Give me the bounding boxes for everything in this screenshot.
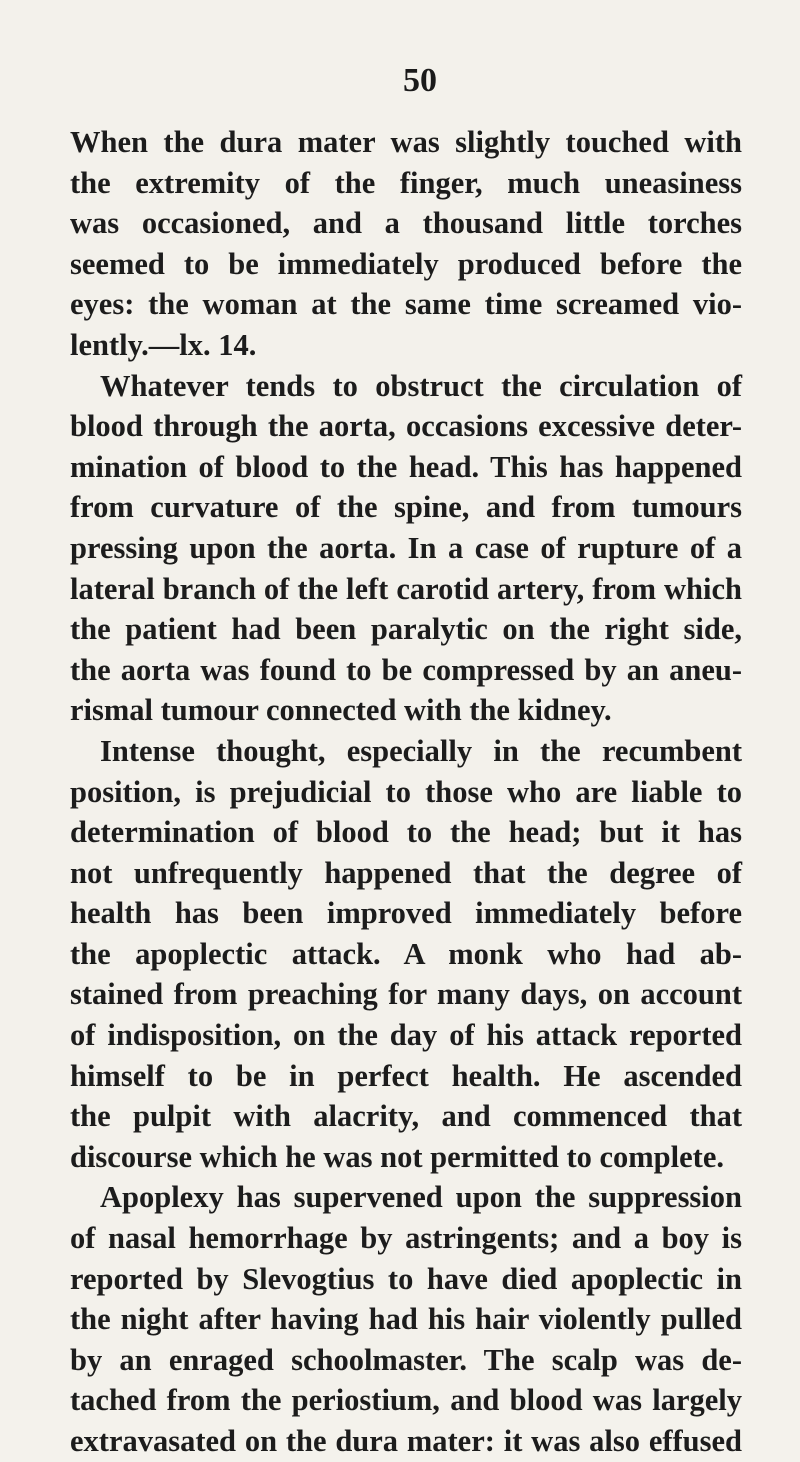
page-number: 50	[403, 62, 437, 99]
text-line: health has been improved immediately before	[70, 896, 742, 931]
text-line: of nasal hemorrhage by astringents; and a boy is	[70, 1221, 742, 1256]
text-line: lently.—lx. 14.	[70, 327, 257, 362]
text-line: was occasioned, and a thousand little torches	[70, 206, 742, 241]
text-line: blood through the aorta, occasions excessive deter-	[70, 409, 742, 444]
text-line: tached from the periostium, and blood was largely	[70, 1383, 742, 1418]
text-line: lateral branch of the left carotid artery, from which	[70, 571, 742, 606]
text-line: pressing upon the aorta. In a case of rupture of a	[70, 530, 742, 565]
text-line: When the dura mater was slightly touched with	[70, 125, 742, 159]
text-line: Apoplexy has supervened upon the suppression	[100, 1180, 742, 1215]
text-line: the patient had been paralytic on the right side,	[70, 612, 742, 647]
text-line: the night after having had his hair violently pulled	[70, 1302, 742, 1337]
text-line: mination of blood to the head. This has happened	[70, 449, 742, 484]
text-line: extravasated on the dura mater: it was also effused	[70, 1424, 742, 1458]
text-line: eyes: the woman at the same time screamed vio-	[70, 287, 742, 322]
text-line: rismal tumour connected with the kidney.	[70, 693, 612, 728]
text-line: seemed to be immediately produced before the	[70, 246, 742, 281]
text-line: the aorta was found to be compressed by an aneu-	[70, 652, 742, 687]
text-line: stained from preaching for many days, on account	[70, 977, 742, 1012]
text-line: of indisposition, on the day of his attack reported	[70, 1018, 742, 1053]
text-line: reported by Slevogtius to have died apoplectic in	[70, 1261, 742, 1296]
text-line: the extremity of the finger, much uneasiness	[70, 165, 742, 200]
text-line: determination of blood to the head; but it has	[70, 815, 742, 850]
text-line: position, is prejudicial to those who are liable to	[70, 774, 742, 809]
text-line: from curvature of the spine, and from tumours	[70, 490, 742, 525]
text-line: Intense thought, especially in the recumbent	[100, 733, 742, 768]
text-line: discourse which he was not permitted to complete.	[70, 1139, 724, 1174]
text-line: the pulpit with alacrity, and commenced that	[70, 1099, 742, 1134]
text-line: not unfrequently happened that the degree of	[70, 855, 742, 890]
text-line: by an enraged schoolmaster. The scalp was de-	[70, 1342, 742, 1377]
text-line: himself to be in perfect health. He ascended	[70, 1058, 742, 1093]
text-line: Whatever tends to obstruct the circulation of	[100, 368, 742, 403]
body-text	[70, 122, 742, 1462]
text-line: the apoplectic attack. A monk who had ab-	[70, 936, 742, 971]
